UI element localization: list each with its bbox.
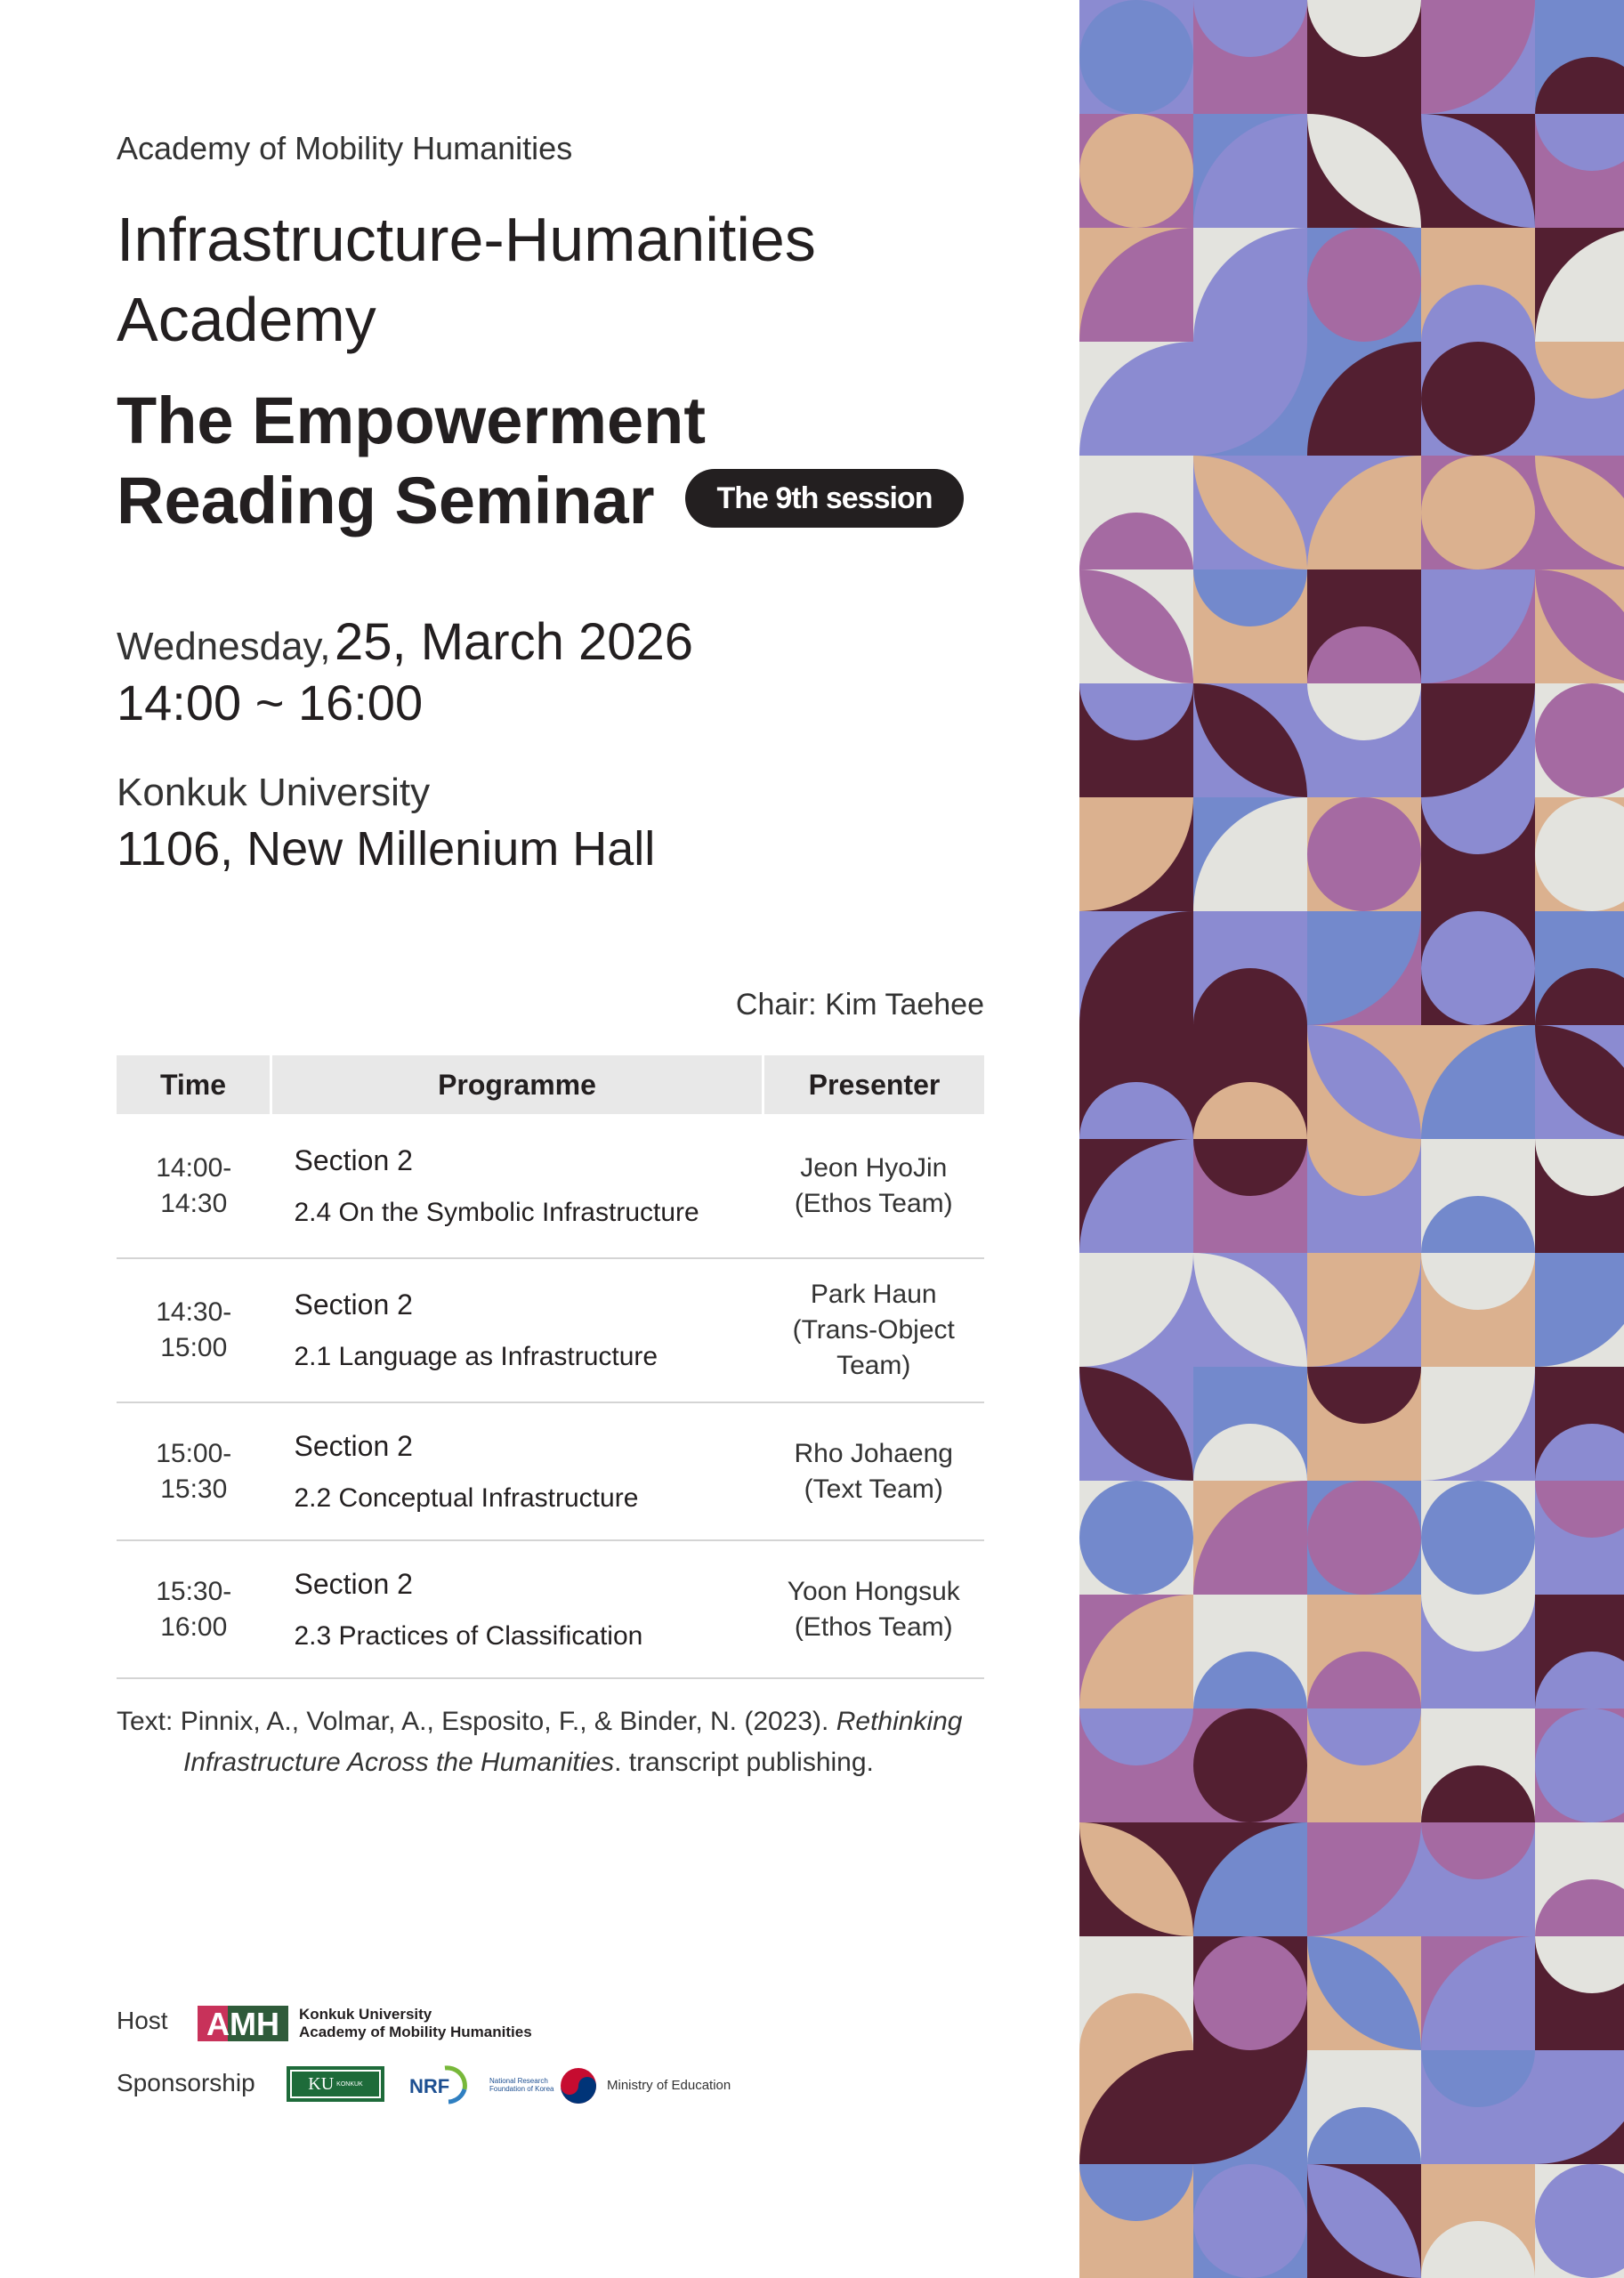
presenter-name: Jeon HyoJin (800, 1152, 948, 1183)
row-section: Section 2 (294, 1567, 413, 1600)
amh-org-line1: Konkuk University (299, 2006, 432, 2023)
table-row (117, 1114, 984, 1258)
presenter-name: Park Haun (810, 1280, 937, 1309)
time-end: 14:30 (160, 1188, 228, 1218)
venue-room: 1106, New Millenium Hall (117, 822, 656, 876)
row-programme (271, 1258, 764, 1402)
presenter-name: Yoon Hongsuk (787, 1576, 960, 1606)
pattern-circle (1307, 228, 1421, 342)
pattern-circle (1193, 2164, 1307, 2278)
presenter-team: (Ethos Team) (794, 1612, 953, 1642)
event-weekday: Wednesday, (117, 625, 331, 668)
amh-org-name (299, 2006, 532, 2041)
seminar-title-line2: Reading Seminar (117, 464, 655, 537)
nrf-line1: National Research (489, 2077, 548, 2085)
session-badge: The 9th session (685, 469, 965, 528)
event-date (117, 612, 693, 672)
academy-title-line2: Academy (117, 285, 376, 354)
programme-table (117, 1055, 984, 1679)
pattern-circle (1193, 1936, 1307, 2050)
presenter-team-cont: Team) (836, 1351, 911, 1380)
header-programme: Programme (271, 1055, 764, 1114)
header-time: Time (117, 1055, 271, 1114)
time-start: 15:30- (156, 1576, 232, 1606)
pattern-circle (1421, 911, 1535, 1025)
row-presenter (764, 1402, 985, 1540)
time-start: 14:00- (156, 1152, 232, 1183)
ku-logo-small: KONKUK UNIVERSITY (316, 2081, 363, 2114)
ku-logo (287, 2066, 384, 2114)
pattern-circle (1079, 1481, 1193, 1595)
time-end: 15:00 (160, 1333, 228, 1362)
presenter-name: Rho Johaeng (794, 1438, 953, 1468)
reference-book-title: Rethinking Infrastructure Across the Humanities (183, 1707, 963, 1777)
reference-prefix: Text: Pinnix, A., Volmar, A., Esposito, F., & Binder, N. (2023). (117, 1707, 836, 1736)
academy-title (117, 199, 1006, 359)
row-presenter (764, 1540, 985, 1678)
row-section: Section 2 (294, 1143, 413, 1176)
row-time (117, 1114, 271, 1258)
row-title: 2.1 Language as Infrastructure (294, 1342, 658, 1371)
nrf-logo-text: NRF (409, 2075, 450, 2097)
pattern-circle (1079, 0, 1193, 114)
event-time: 14:00 ~ 16:00 (117, 675, 424, 731)
seminar-title (117, 381, 1060, 541)
time-end: 15:30 (160, 1474, 228, 1504)
amh-logo (198, 2006, 288, 2041)
amh-logo-text: AMH (206, 2006, 279, 2041)
pattern-circle (1421, 456, 1535, 570)
reference-text (117, 1701, 1055, 1783)
moe-emblem-icon (559, 2066, 598, 2105)
amh-org-line2: Academy of Mobility Humanities (299, 2024, 532, 2040)
row-presenter (764, 1258, 985, 1402)
pattern-circle (1307, 797, 1421, 911)
reference-suffix: . transcript publishing. (614, 1748, 874, 1777)
chair-label: Chair: Kim Taehee (735, 988, 984, 1022)
academy-title-line1: Infrastructure-Humanities (117, 205, 816, 274)
table-row (117, 1258, 984, 1402)
row-title: 2.4 On the Symbolic Infrastructure (294, 1197, 699, 1227)
header-presenter: Presenter (764, 1055, 985, 1114)
moe-name: Ministry of Education (607, 2078, 731, 2093)
presenter-team: (Text Team) (804, 1474, 943, 1504)
nrf-name (489, 2077, 554, 2093)
presenter-team: (Ethos Team) (794, 1188, 953, 1218)
row-presenter (764, 1114, 985, 1258)
row-programme (271, 1402, 764, 1540)
host-label: Host (117, 2007, 168, 2034)
geometric-pattern (1079, 0, 1624, 2278)
organization-name: Academy of Mobility Humanities (117, 130, 573, 166)
table-row (117, 1540, 984, 1678)
nrf-line2: Foundation of Korea (489, 2085, 554, 2093)
pattern-circle (1307, 1481, 1421, 1595)
event-day: 25, March 2026 (334, 613, 694, 671)
time-start: 14:30- (156, 1297, 232, 1327)
row-time (117, 1258, 271, 1402)
pattern-circle (1421, 1481, 1535, 1595)
table-header-row (117, 1055, 984, 1114)
pattern-circle (1079, 114, 1193, 228)
seminar-title-line1: The Empowerment (117, 384, 706, 457)
nrf-logo (409, 2063, 489, 2105)
row-title: 2.2 Conceptual Infrastructure (294, 1482, 639, 1513)
row-programme (271, 1114, 764, 1258)
table-row (117, 1402, 984, 1540)
sponsorship-label: Sponsorship (117, 2069, 255, 2096)
pattern-circle (1421, 342, 1535, 456)
venue-university: Konkuk University (117, 771, 431, 814)
row-time (117, 1540, 271, 1678)
ku-logo-text: KU (308, 2074, 335, 2094)
row-section: Section 2 (294, 1288, 413, 1321)
row-programme (271, 1540, 764, 1678)
row-title: 2.3 Practices of Classification (294, 1620, 643, 1651)
row-time (117, 1402, 271, 1540)
time-end: 16:00 (160, 1612, 228, 1642)
time-start: 15:00- (156, 1438, 232, 1468)
row-section: Section 2 (294, 1429, 413, 1462)
presenter-team: (Trans-Object (792, 1315, 955, 1345)
pattern-circle (1193, 1708, 1307, 1822)
